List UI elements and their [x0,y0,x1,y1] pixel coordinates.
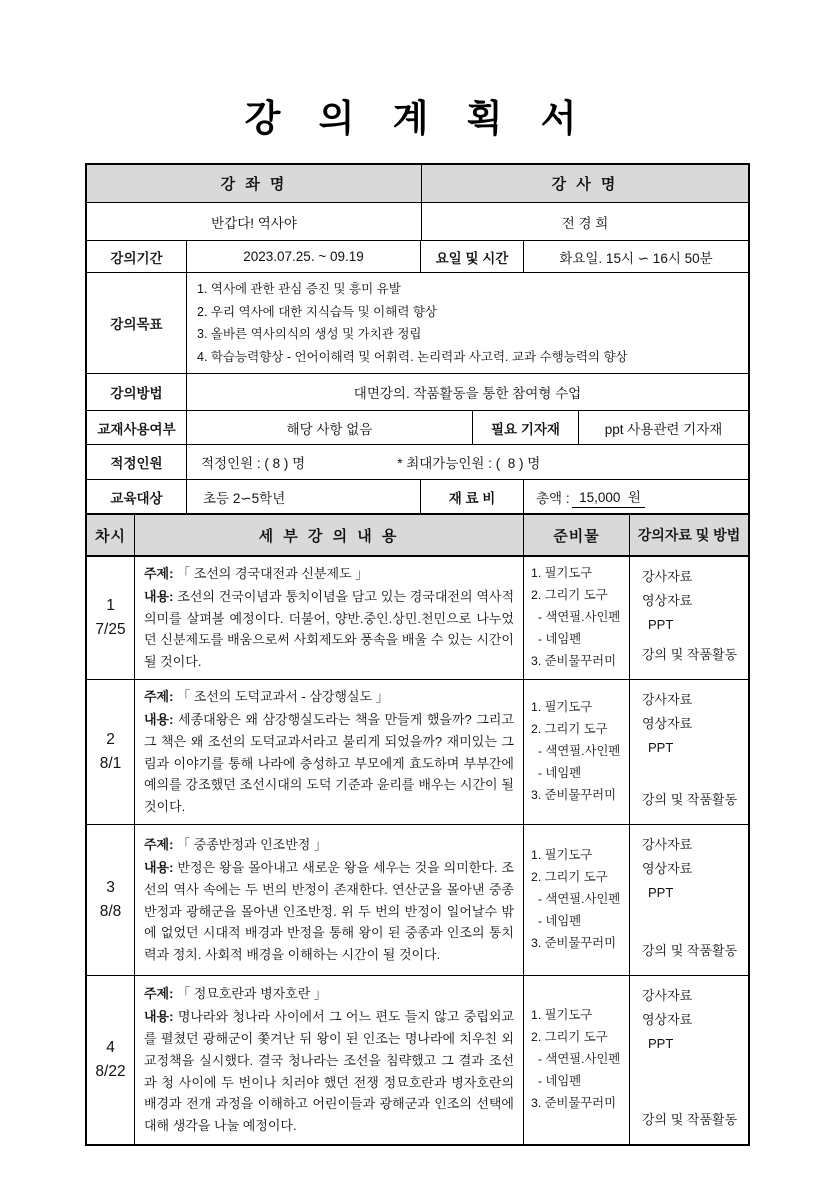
table-row [87,480,748,514]
materials-cell [524,976,630,1144]
table-row [87,374,748,411]
topic-label: 주제: [144,986,174,1002]
goal-item: 1. 역사에 관한 관심 증진 및 흥미 유발 [197,282,401,296]
content-cell [135,680,524,824]
content-label: 내용: [144,1009,174,1025]
textbook-value: 해당 사항 없음 [187,411,473,444]
material-item: 3. 준비물꾸러미 [531,787,616,802]
topic-text: 「 중종반정과 인조반정 」 [177,837,327,853]
topic-text: 「 조선의 도덕교과서 - 삼강행실도 」 [177,689,389,705]
topic-line [144,834,514,856]
session-number: 1 [106,597,115,615]
resource-item: 영상자료 [642,716,693,732]
equipment-value: ppt 사용관련 기자재 [604,421,723,437]
resource-item: 강의 및 작품활동 [642,943,738,959]
material-item: 2. 그리기 도구 [531,870,608,885]
equipment-label: 필요 기자재 [473,411,579,444]
topic-line [144,686,514,708]
table-row [87,273,748,374]
resource-item: 강의 및 작품활동 [642,1112,738,1128]
course-name-header: 강 좌 명 [87,165,422,202]
resource-item: 영상자료 [642,861,693,877]
material-item: 1. 필기도구 [531,848,593,863]
schedule-row [87,976,748,1144]
session-date: 8/8 [99,903,122,921]
course-name-value: 반갑다! 역사야 [87,203,422,240]
material-item: - 색연필.사인펜 [538,744,621,759]
resource-item: PPT [648,617,674,633]
content-header: 세 부 강 의 내 용 [135,515,524,555]
fee-label: 재 료 비 [421,480,524,513]
method-value: 대면강의. 작품활동을 통한 참여형 수업 [353,386,582,401]
schedule-header-row [87,514,748,557]
resource-item: 강사자료 [642,692,693,708]
material-item: - 네임펜 [538,766,582,781]
material-item: - 색연필.사인펜 [538,1052,621,1067]
material-item: 3. 준비물꾸러미 [531,653,616,668]
content-cell [135,557,524,679]
content-paragraph [144,709,514,818]
material-item: - 색연필.사인펜 [538,892,621,907]
session-number: 4 [106,1039,115,1057]
material-item: - 네임펜 [538,1074,582,1089]
content-label: 내용: [144,588,174,604]
schedule-row [87,825,748,976]
day-time-value: 화요일. 15시 ∽ 16시 50분 [559,250,713,266]
resource-item: PPT [648,740,674,756]
session-cell [87,976,135,1144]
content-paragraph [144,586,514,673]
session-date: 8/1 [99,755,122,773]
material-item: 2. 그리기 도구 [531,588,608,603]
content-text: 명나라와 청나라 사이에서 그 어느 편도 들지 않고 중립외교를 펼쳤던 광해군이 쫓겨난 뒤 왕이 된 인조는 명나라에 치우친 외교정책을 실시했다. 결국 청나라는 조선을 침략했고 그 결과 조선과 청 사이에 두 번이나 치러야 했던 전쟁 정묘호란과 병자호란의 배경과 전개 과정을 이해하고 어린이들과 광해군과 인조의 선택에 대해 생각을 나눌 예정이다. [144,1009,514,1134]
goal-item: 2. 우리 역사에 대한 지식습득 및 이해력 향상 [197,304,438,319]
goals-label: 강의목표 [87,273,187,373]
resource-item: 영상자료 [642,593,693,609]
table-row [87,241,748,273]
day-time-label: 요일 및 시간 [421,241,524,272]
table-row [87,445,748,480]
topic-label: 주제: [144,566,174,581]
resource-item: 강의 및 작품활동 [642,792,738,808]
instructor-header: 강 사 명 [422,165,748,202]
period-value: 2023.07.25. ~ 09.19 [187,241,421,272]
resource-item: PPT [648,1036,674,1052]
materials-cell [524,680,630,824]
materials-header: 준비물 [524,515,630,555]
schedule-row [87,557,748,680]
capacity-value: 적정인원 : ( 8 ) 명 [201,456,306,471]
content-paragraph [144,1006,514,1137]
material-item: 1. 필기도구 [531,566,593,581]
resource-item: 영상자료 [642,1012,693,1028]
target-label: 교육대상 [87,480,187,513]
topic-label: 주제: [144,837,174,853]
resources-cell [630,825,748,975]
table-row [87,411,748,445]
page-title: 강 의 계 획 서 [244,98,591,139]
resources-cell [630,680,748,824]
topic-line [144,563,514,585]
capacity-cell [187,445,748,479]
session-number: 2 [106,731,115,749]
method-label: 강의방법 [87,374,187,410]
resource-item: 강사자료 [642,837,693,853]
resources-header: 강의자료 및 방법 [630,515,748,555]
material-item: 2. 그리기 도구 [531,1030,608,1045]
fee-amount: 15,000 원 [572,486,645,508]
lecture-plan-table [85,163,750,1146]
material-item: - 색연필.사인펜 [538,610,621,625]
material-item: 3. 준비물꾸러미 [531,1095,616,1110]
session-cell [87,680,135,824]
capacity-label: 적정인원 [87,445,187,479]
topic-label: 주제: [144,689,174,705]
topic-line [144,983,514,1005]
target-value: 초등 2∽5학년 [187,480,421,513]
material-item: 3. 준비물꾸러미 [531,935,616,950]
resources-cell [630,976,748,1144]
session-date: 8/22 [95,1063,126,1081]
content-label: 내용: [144,859,174,875]
content-text: 조선의 건국이념과 통치이념을 담고 있는 경국대전의 역사적 의미를 살펴볼 예정이다. 더불어, 양반.중인.상민.천민으로 나누었던 신분제도를 배움으로써 사회제도와 풍속을 배울 수 있는 시간이 될 것이다. [144,588,514,670]
resources-cell [630,557,748,679]
capacity-max: * 최대가능인원 : ( 8 ) 명 [397,456,541,471]
material-item: 1. 필기도구 [531,1008,593,1023]
table-row [87,203,748,241]
goal-item: 4. 학습능력향상 - 언어이해력 및 어휘력. 논리력과 사고력. 교과 수행능력의 향상 [197,349,628,364]
textbook-label: 교재사용여부 [87,411,187,444]
content-label: 내용: [144,711,174,727]
session-number: 3 [106,879,115,897]
instructor-value: 전 경 희 [561,215,609,231]
schedule-row [87,680,748,825]
materials-cell [524,557,630,679]
session-header: 차시 [87,515,135,555]
session-cell [87,825,135,975]
goals-list [187,273,748,373]
goal-item: 3. 올바른 역사의식의 생성 및 가치관 정립 [197,327,422,341]
material-item: - 네임펜 [538,914,582,929]
content-paragraph [144,857,514,966]
content-text: 반정은 왕을 몰아내고 새로운 왕을 세우는 것을 의미한다. 조선의 역사 속에는 두 번의 반정이 존재한다. 연산군을 몰아낸 중종반정과 광해군을 몰아낸 인조반정. 위 두 번의 반정이 일어날수 밖에 없었던 시대적 배경과 반정을 통해 왕이 된 중종과 인조의 통치력과 정치. 사회적 배경을 이해하는 시간이 될 것이다. [144,859,514,963]
content-cell [135,825,524,975]
topic-text: 「 조선의 경국대전과 신분제도 」 [177,566,369,581]
session-cell [87,557,135,679]
resource-item: 강사자료 [642,569,693,584]
materials-cell [524,825,630,975]
content-cell [135,976,524,1144]
material-item: 2. 그리기 도구 [531,722,608,737]
resource-item: 강의 및 작품활동 [642,647,738,663]
fee-cell [524,480,748,513]
table-row [87,165,748,203]
material-item: - 네임펜 [538,632,582,646]
material-item: 1. 필기도구 [531,700,593,715]
topic-text: 「 정묘호란과 병자호란 」 [177,986,327,1002]
content-text: 세종대왕은 왜 삼강행실도라는 책을 만들게 했을까? 그리고 그 책은 왜 조선의 도덕교과서라고 불리게 되었을까? 재미있는 그림과 이야기를 통해 나라에 충성하고 부모에게 효도하며 부부간에 예의를 강조했던 조선시대의 도덕 기준과 윤리를 배우는 시간이 될 것이다. [144,711,514,815]
fee-prefix: 총액 : [536,490,570,506]
resource-item: 강사자료 [642,988,693,1004]
period-label: 강의기간 [87,241,187,272]
session-date: 7/25 [95,621,126,639]
resource-item: PPT [648,885,674,901]
